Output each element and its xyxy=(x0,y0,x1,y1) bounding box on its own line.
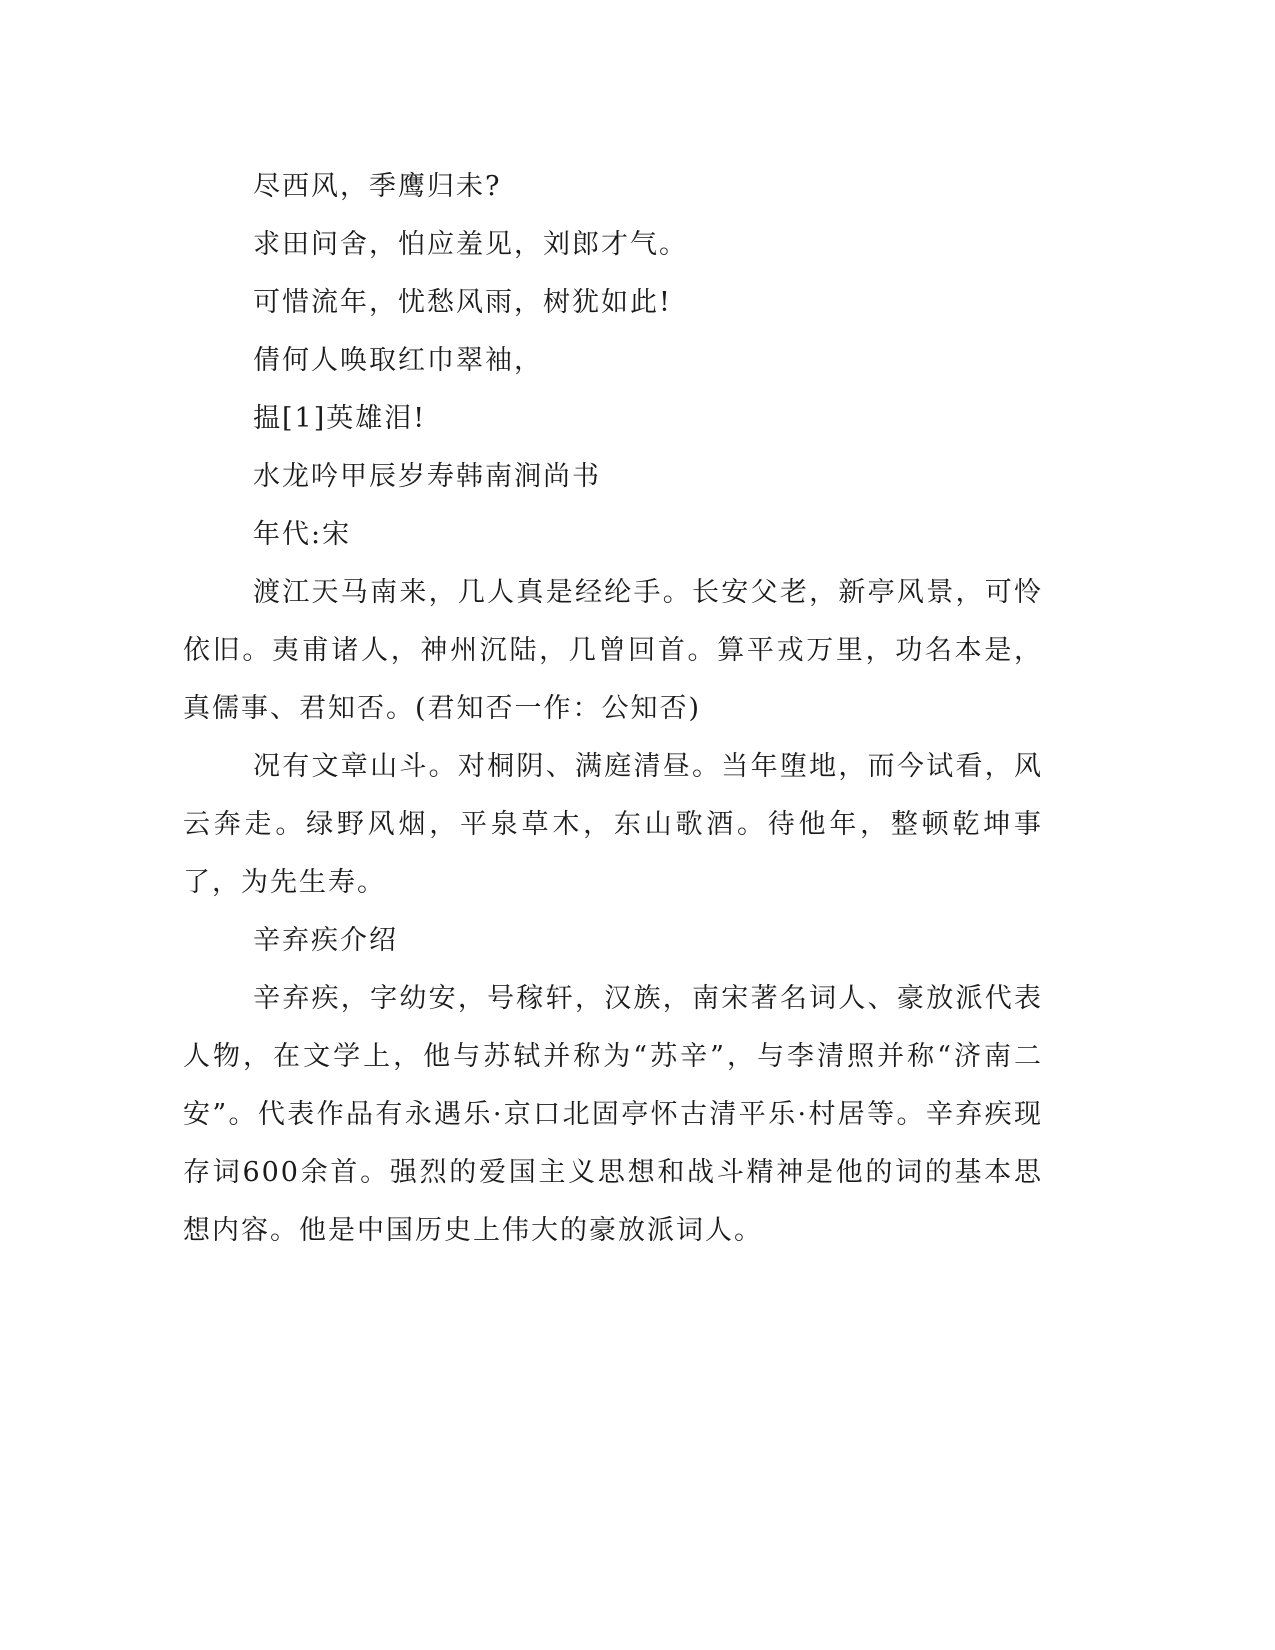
poem-title: 水龙吟甲辰岁寿韩南涧尚书 xyxy=(253,461,601,492)
document-body xyxy=(183,158,1043,1260)
poem-line-3: 可惜流年，忧愁风雨，树犹如此! xyxy=(253,287,672,318)
intro-body: 辛弃疾，字幼安，号稼轩，汉族，南宋著名词人、豪放派代表人物，在文学上，他与苏轼并称为“苏辛”，与李清照并称“济南二安”。代表作品有永遇乐·京口北固亭怀古清平乐·村居等。辛弃疾现存词600余首。强烈的爱国主义思想和战斗精神是他的词的基本思想内容。他是中国历史上伟大的豪放派词人。 xyxy=(183,983,1043,1246)
poem-line-5: 揾[1]英雄泪! xyxy=(253,403,427,434)
intro-heading: 辛弃疾介绍 xyxy=(253,925,398,956)
poem-era: 年代:宋 xyxy=(253,519,352,550)
poem-stanza-2: 况有文章山斗。对桐阴、满庭清昼。当年堕地，而今试看，风云奔走。绿野风烟，平泉草木，东山歌酒。待他年，整顿乾坤事了，为先生寿。 xyxy=(183,751,1043,898)
poem-stanza-1: 渡江天马南来，几人真是经纶手。长安父老，新亭风景，可怜依旧。夷甫诸人，神州沉陆，几曾回首。算平戎万里，功名本是，真儒事、君知否。(君知否一作：公知否) xyxy=(183,577,1043,724)
poem-line-4: 倩何人唤取红巾翠袖， xyxy=(253,345,543,376)
poem-line-1: 尽西风，季鹰归未? xyxy=(253,171,502,202)
poem-line-2: 求田问舍，怕应羞见，刘郎才气。 xyxy=(253,229,688,260)
